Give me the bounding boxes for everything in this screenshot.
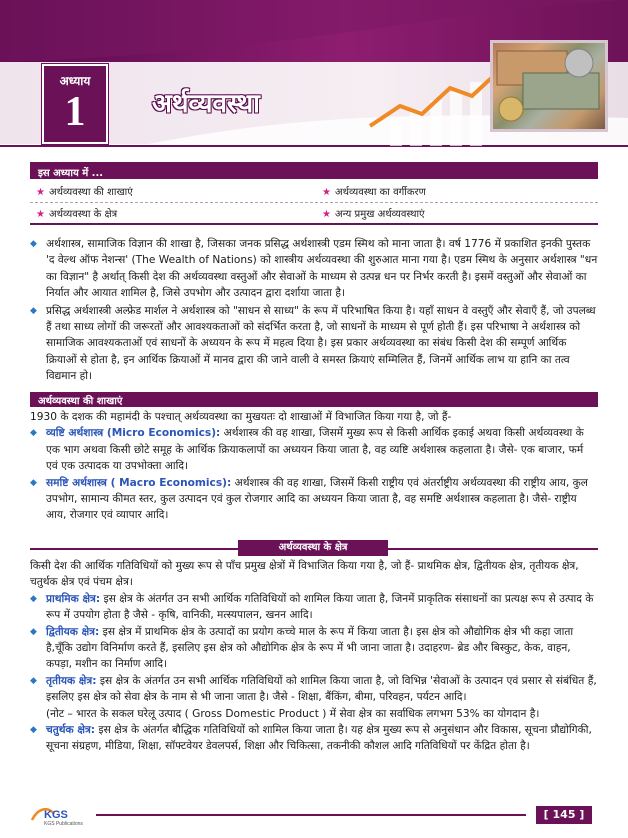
toc-item-label: अर्थव्यवस्था की शाखाएं [48,187,133,198]
branches-section [30,409,598,524]
sectors-intro: किसी देश की आर्थिक गतिविधियों को मुख्य रूप से पाँच प्रमुख क्षेत्रों में विभाजित किया गया है, जो हैं- प्राथमिक क्षेत्र, द्वितीयक क्षेत्र, तृतीयक क्षेत्र, चतुर्थक क्षेत्र एवं पंचम क्षेत्र। [30,560,579,589]
chapter-contents-heading: इस अध्याय में ... [30,162,598,179]
branches-heading: अर्थव्यवस्था की शाखाएं [30,392,598,407]
toc-item-label: अन्य प्रमुख अर्थव्यवस्थाएं [334,209,425,220]
macro-economics-term: समष्टि अर्थशास्त्र ( Macro Economics): [46,476,232,489]
primary-sector-term: प्राथमिक क्षेत्र: [46,592,101,605]
toc-item [36,184,133,198]
chapter-number: 1 [64,89,86,135]
intro-paragraph-2 [30,303,598,385]
star-icon: ★ [322,209,331,220]
tertiary-sector-text: इस क्षेत्र के अंतर्गत उन सभी आर्थिक गतिविधियों को शामिल किया जाता है, जो विभिन्न 'सेवाओं के उत्पादन एवं प्रसार से संबंधित हैं, इसलिए इस क्षेत्र को सेवा क्षेत्र के नाम से भी जाना जाता है। जैसे - शिक्षा, बैंकिंग, बीमा, परिवहन, पर्यटन आदि। [46,674,597,704]
branches-intro: 1930 के दशक की महामंदी के पश्चात् अर्थव्यवस्था का मुखयतः दो शाखाओं में विभाजित किया गया है, जो हैं- [30,411,452,423]
quaternary-sector-term: चतुर्थक क्षेत्र: [46,724,96,737]
footer-rule [96,814,526,816]
toc-item [322,184,426,198]
micro-economics-term: व्यष्टि अर्थशास्त्र (Micro Economics): [46,427,221,440]
chapter-header [0,0,628,150]
toc-divider [30,202,598,203]
chapter-label: अध्याय [59,74,91,88]
toc-item [36,206,117,220]
page-number: [ 145 ] [536,806,592,824]
macro-economics-item [30,475,598,524]
micro-economics-text: अर्थशास्त्र की वह शाखा, जिसमें मुख्य रूप से किसी आर्थिक इकाई अथवा किसी अर्थव्यवस्था के एक भाग अथवा किसी छोटे समूह के आर्थिक क्रियाकलापों का अध्ययन किया जाता है, वह व्यष्टि अर्थशास्त्र कहलाता है। जैसे- एक बाजार, फर्म एवं एक उत्पादक या उपभोक्ता आदि। [46,427,584,473]
tertiary-sector-note: (नोट – भारत के सकल घरेलू उत्पाद ( Gross Domestic Product ) में सेवा क्षेत्र का सर्वाधिक लगभग 53% का योगदान है। [46,707,540,720]
toc-item-label: अर्थव्यवस्था के क्षेत्र [48,209,118,220]
publisher-name: KGS Publications [44,821,83,826]
star-icon: ★ [36,209,45,220]
toc-item [322,206,425,220]
sectors-heading [30,540,598,556]
heading-rule-right [388,548,598,550]
chapter-contents-list [30,179,598,225]
sectors-heading-label: अर्थव्यवस्था के क्षेत्र [238,540,388,556]
diamond-bullet-icon: ◆ [30,239,37,249]
intro-paragraph-2-text: प्रसिद्ध अर्थशास्त्री अल्फ्रेड मार्शल ने अर्थशास्त्र को "साधन से साध्य" के रूप में परिभाषित किया है। यहाँ साधन वे वस्तुएँ और सेवाएँ हैं, जो उपलब्ध हैं तथा साध्य लोगों की जरूरतों और आवश्यकताओं को संदर्भित करता है, जो साधनों के माध्यम से पूर्ण होती हैं। इस परिभाषा ने अर्थशास्त्र को सामाजिक आवश्यकताओं एवं साधनों के अध्ययन के रूप में महत्व दिया है। इस प्रकार अर्थव्यवस्था का संबंध किसी देश की सम्पूर्ण आर्थिक क्रियाओं से होता है, इन आर्थिक क्रियाओं में मानव द्वारा की जाने वाली वे समस्त क्रियाएं सम्मिलित हैं, जिनमें आर्थिक लाभ या हानि का तत्व विद्यमान हो। [46,304,596,383]
intro-section [30,236,598,385]
toc-item-label: अर्थव्यवस्था का वर्गीकरण [334,187,426,198]
sectors-section [30,558,598,755]
diamond-bullet-icon: ◆ [30,675,37,686]
currency-notes-image [490,40,608,132]
secondary-sector-text: इस क्षेत्र में प्राथमिक क्षेत्र के उत्पादों का प्रयोग कच्चे माल के रूप में किया जाता है। इस क्षेत्र को औद्योगिक क्षेत्र भी कहा जाता है,चूँकि उद्योग विनिर्माण करते हैं, इसलिए इस क्षेत्र को औद्योगिक क्षेत्र के रूप में भी जाना जाता है। उदाहरण- ब्रेड और बिस्कुट, केक, वाहन, कपड़ा, मशीन का निर्माण आदि। [46,625,574,671]
diamond-bullet-icon: ◆ [30,626,37,637]
quaternary-sector-item [30,722,598,755]
heading-rule-left [30,548,238,550]
chapter-contents-box [30,162,598,225]
chapter-title: अर्थव्यवस्था [152,89,260,119]
diamond-bullet-icon: ◆ [30,725,37,736]
diamond-bullet-icon: ◆ [30,477,37,488]
micro-economics-item [30,425,598,474]
diamond-bullet-icon: ◆ [30,593,37,604]
secondary-sector-term: द्वितीयक क्षेत्र: [46,625,100,638]
primary-sector-item [30,591,598,624]
diamond-bullet-icon: ◆ [30,428,37,439]
quaternary-sector-text: इस क्षेत्र के अंतर्गत बौद्धिक गतिविधियों को शामिल किया जाता है। यह क्षेत्र मुख्य रूप से अनुसंधान और विकास, सूचना प्रौद्योगिकी, सूचना संग्रहण, मीडिया, शिक्षा, सॉफ्टवेयर डेवलपर्स, शिक्षा और चिकित्सा, तकनीकी कौशल आदि गतिविधियों पर केंद्रित होता है। [46,724,592,753]
primary-sector-text: इस क्षेत्र के अंतर्गत उन सभी आर्थिक गतिविधियों को शामिल किया जाता है, जिनमें प्राकृतिक संसाधनों का प्रत्यक्ष रूप से उत्पाद के रूप में उपयोग होता है जैसे - कृषि, वानिकी, मत्स्यपालन, खनन आदि। [46,592,594,622]
intro-paragraph-1 [30,236,598,302]
star-icon: ★ [322,187,331,198]
intro-paragraph-1-text: अर्थशास्त्र, सामाजिक विज्ञान की शाखा है, जिसका जनक प्रसिद्ध अर्थशास्त्री एडम स्मिथ को माना जाता है। वर्ष 1776 में प्रकाशित इनकी पुस्तक 'द वेल्थ ऑफ नेशन्स' (The Wealth of Nations) को शास्त्रीय अर्थव्यवस्था की शुरुआत माना गया है। एडम स्मिथ के अनुसार अर्थशास्त्र "धन का विज्ञान" है अर्थात् किसी देश की अर्थव्यवस्था वस्तुओं और सेवाओं के माध्यम से उत्पन्न धन पर निर्भर करती है। इसमें वस्तुओं और सेवाओं का निर्यात और आयात शामिल है, जिसे उपभोग और उत्पादन द्वारा दर्शाया जाता है। [46,238,598,300]
publisher-logo-text: KGS [44,809,68,821]
tertiary-sector-term: तृतीयक क्षेत्र: [46,674,97,687]
star-icon: ★ [36,187,45,198]
publisher-logo [30,804,94,826]
chapter-badge [42,64,108,144]
tertiary-sector-item [30,673,598,722]
diamond-bullet-icon: ◆ [30,305,37,316]
macro-economics-text: अर्थशास्त्र की वह शाखा, जिसमें किसी राष्ट्रीय एवं अंतर्राष्ट्रीय अर्थव्यवस्था की राष्ट्रीय आय, कुल उपभोग, सामान्य कीमत स्तर, कुल उत्पादन एवं कुल रोजगार आदि का अध्ययन किया जाता है, वह समष्टि अर्थशास्त्र कहलाता है। जैसे- राष्ट्रीय आय, रोजगार एवं व्यापार आदि। [46,476,588,522]
secondary-sector-item [30,624,598,673]
